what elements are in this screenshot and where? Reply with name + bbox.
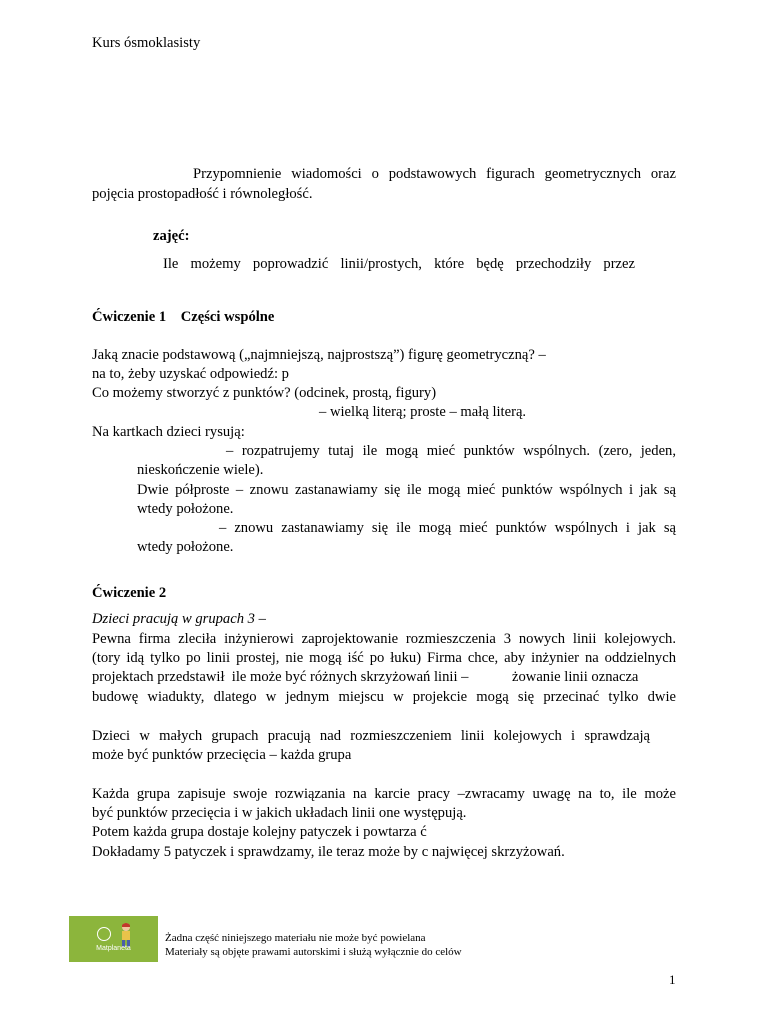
exercise-1-line: na to, żeby uzyskać odpowiedź: p (92, 366, 289, 382)
logo-text: Matplaneta (96, 945, 131, 952)
exercise-1-line: Dwie półproste – znowu zastanawiamy się ile mogą mieć punktów wspólnych i jak są (137, 482, 676, 498)
exercise-2-line: Dokładamy 5 patyczek i sprawdzamy, ile teraz może by c najwięcej skrzyżowań. (92, 844, 565, 860)
exercise-1-line: Na kartkach dzieci rysują: (92, 424, 245, 440)
exercise-2-line: żowanie linii oznacza (512, 669, 639, 685)
matplaneta-logo (69, 916, 158, 962)
page-number: 1 (669, 972, 676, 987)
footer-copyright-line-1: Żadna część niniejszego materiału nie może być powielana (165, 932, 426, 944)
exercise-1-line: wtedy położone. (137, 501, 234, 517)
planet-icon (97, 927, 111, 941)
exercise-2-line: Pewna firma zleciła inżynierowi zaprojektowanie rozmieszczenia 3 nowych linii kolejowych. (92, 631, 676, 647)
intro-line-1: Przypomnienie wiadomości o podstawowych figurach geometrycznych oraz (193, 166, 676, 182)
exercise-2-line: Potem każda grupa dostaje kolejny patyczek i powtarza ć (92, 824, 427, 840)
exercise-2-line: Każda grupa zapisuje swoje rozwiązania na karcie pracy –zwracamy uwagę na to, ile może (92, 786, 676, 802)
exercise-1-line: – znowu zastanawiamy się ile mogą mieć punktów wspólnych i jak są (219, 520, 676, 536)
exercise-2-line: (tory idą tylko po linii prostej, nie mogą iść po łuku) Firma chce, aby inżynier na oddzielnych (92, 650, 676, 666)
exercise-1-line: – rozpatrujemy tutaj ile mogą mieć punktów wspólnych. (zero, jeden, (226, 443, 676, 459)
exercise-2-subtitle: Dzieci pracują w grupach 3 – (92, 611, 266, 627)
exercise-2-line: budowę wiadukty, dlatego w jednym miejscu w projekcie mogą się przecinać tylko dwie (92, 689, 676, 705)
exercise-1-line: – wielką literą; proste – małą literą. (319, 404, 527, 420)
intro-question: Ile możemy poprowadzić linii/prostych, które będę przechodziły przez (163, 256, 635, 272)
exercise-2-line: być punktów przecięcia i w jakich układach linii one występują. (92, 805, 467, 821)
intro-line-2: pojęcia prostopadłość i równoległość. (92, 186, 313, 202)
exercise-2-line: Dzieci w małych grupach pracują nad rozmieszczeniem linii kolejowych i sprawdzają (92, 728, 650, 744)
exercise-1-line: Jaką znacie podstawową („najmniejszą, najprostszą”) figurę geometryczną? – (92, 347, 546, 363)
exercise-2-title: Ćwiczenie 2 (92, 585, 167, 601)
footer-copyright-line-2: Materiały są objęte prawami autorskimi i służą wyłącznie do celów (165, 946, 462, 958)
lesson-label: zajęć: (153, 228, 190, 244)
exercise-2-line: może być punktów przecięcia – każda grupa (92, 747, 352, 763)
exercise-1-line: Co możemy stworzyć z punktów? (odcinek, prostą, figury) (92, 385, 437, 401)
exercise-1-line: wtedy położone. (137, 539, 234, 555)
exercise-1-title: Ćwiczenie 1 Części wspólne (92, 309, 275, 325)
exercise-1-line: nieskończenie wiele). (137, 462, 264, 478)
page-header-title: Kurs ósmoklasisty (92, 35, 201, 51)
exercise-2-line: projektach przedstawił ile może być różnych skrzyżowań linii – (92, 669, 469, 685)
